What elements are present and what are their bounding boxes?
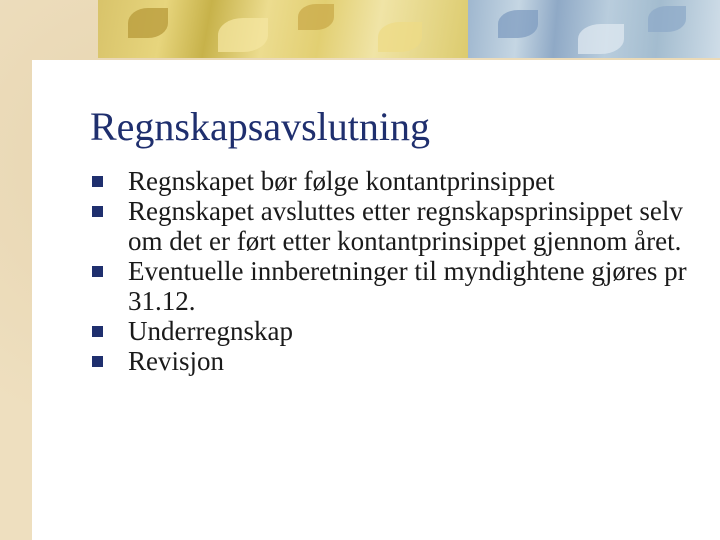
bullet-text: Eventuelle innberetninger til myndightene gjøres pr 31.12. [128, 256, 687, 316]
square-bullet-icon [92, 326, 103, 337]
square-bullet-icon [92, 356, 103, 367]
square-bullet-icon [92, 176, 103, 187]
bullet-text: Revisjon [128, 346, 225, 376]
leaf-shape [578, 24, 624, 54]
decorative-floral-banner [98, 0, 720, 58]
bullet-text: Underregnskap [128, 316, 293, 346]
leaf-shape [128, 8, 168, 38]
leaf-shape [218, 18, 268, 52]
bullet-item [90, 166, 700, 196]
square-bullet-icon [92, 206, 103, 217]
bullet-item [90, 316, 700, 346]
bullet-item [90, 346, 700, 376]
leaf-shape [298, 4, 334, 30]
banner-blue-flowers [468, 0, 720, 58]
banner-yellow-flowers [98, 0, 468, 58]
slide-title: Regnskapsavslutning [90, 104, 430, 149]
leaf-shape [648, 6, 686, 32]
leaf-shape [498, 10, 538, 38]
bullet-text: Regnskapet bør følge kontantprinsippet [128, 166, 555, 196]
square-bullet-icon [92, 266, 103, 277]
bullet-item [90, 256, 700, 316]
bullet-item [90, 196, 700, 256]
leaf-shape [378, 22, 422, 52]
bullet-list [90, 166, 700, 376]
bullet-text: Regnskapet avsluttes etter regnskapsprinsippet selv om det er ført etter kontantprinsippet gjennom året. [128, 196, 683, 256]
